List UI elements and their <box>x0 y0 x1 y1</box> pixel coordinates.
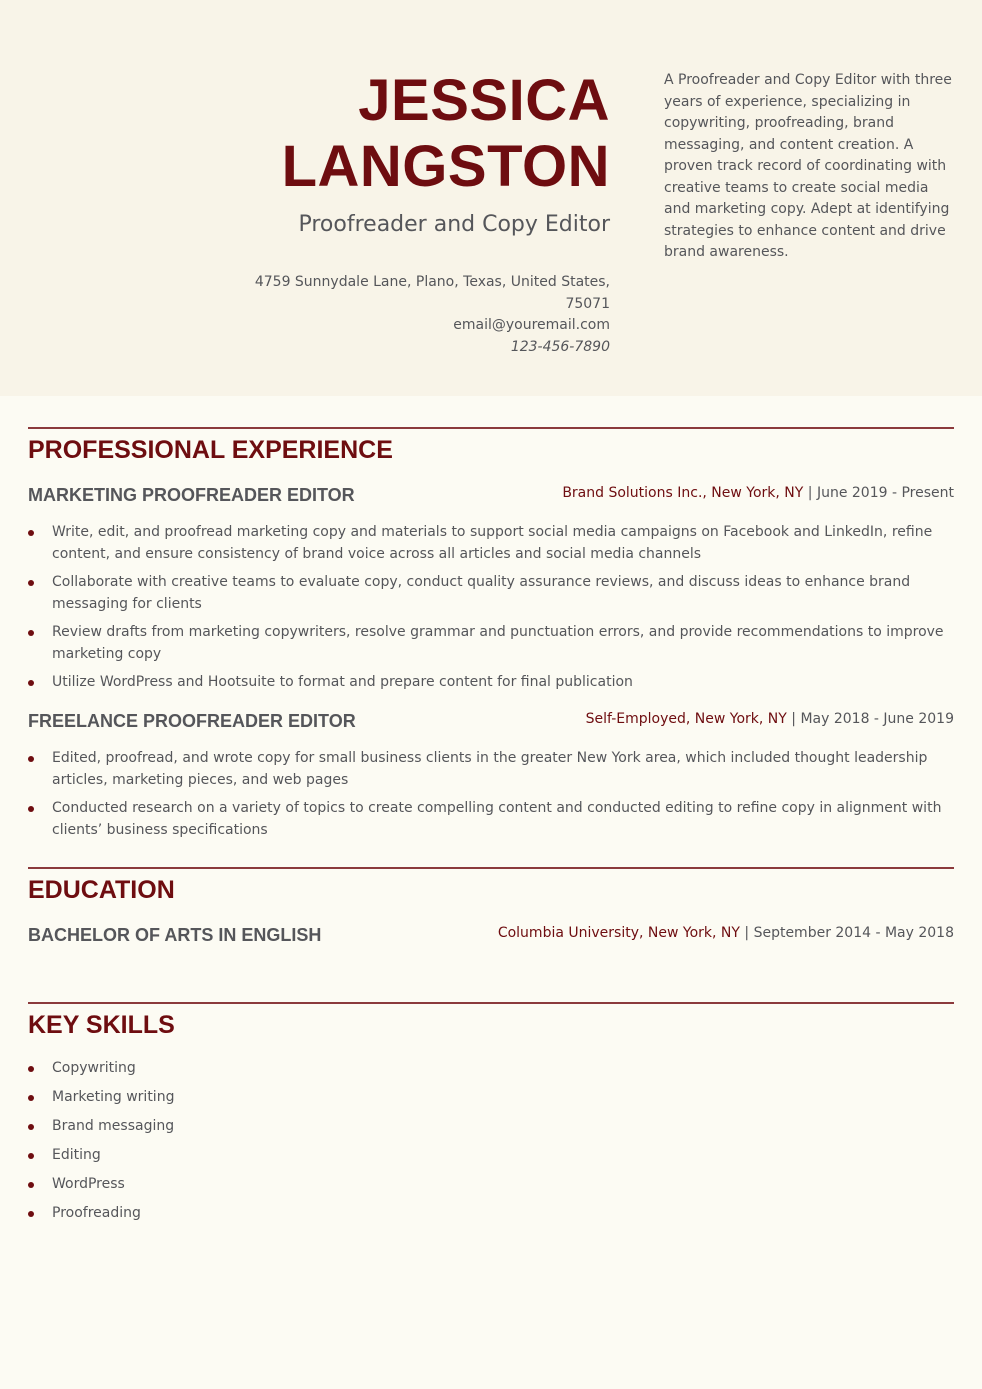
bullet-dot <box>28 1211 34 1217</box>
list-item: Utilize WordPress and Hootsuite to format and prepare content for final publication <box>28 671 954 693</box>
education-meta <box>498 925 954 941</box>
job-title: Proofreader and Copy Editor <box>298 212 610 237</box>
job-entry <box>28 709 954 841</box>
first-name: JESSICA <box>358 68 610 133</box>
skill-item: WordPress <box>28 1173 954 1195</box>
bullet-dot <box>28 630 34 636</box>
education-section <box>28 867 954 947</box>
bullet-dot <box>28 756 34 762</box>
education-entry <box>28 923 954 947</box>
section-divider <box>28 427 954 429</box>
contact-info <box>250 272 610 358</box>
address-line-1: 4759 Sunnydale Lane, Plano, Texas, United States, <box>254 274 610 290</box>
education-dates: September 2014 - May 2018 <box>753 925 954 941</box>
candidate-name <box>200 68 610 200</box>
section-title-experience: PROFESSIONAL EXPERIENCE <box>28 436 393 464</box>
section-title-skills: KEY SKILLS <box>28 1011 175 1039</box>
section-divider <box>28 867 954 869</box>
skill-item: Brand messaging <box>28 1115 954 1137</box>
job-dates: May 2018 - June 2019 <box>800 711 954 727</box>
job-bullets <box>28 521 954 693</box>
bullet-dot <box>28 1066 34 1072</box>
job-meta <box>562 485 954 501</box>
bullet-dot <box>28 580 34 586</box>
school-org: Columbia University, New York, NY <box>497 925 740 941</box>
skills-section <box>28 1002 954 1224</box>
meta-separator: | <box>786 711 801 727</box>
bullet-dot <box>28 530 34 536</box>
bullet-dot <box>28 1095 34 1101</box>
skill-item: Editing <box>28 1144 954 1166</box>
meta-separator: | <box>803 485 817 501</box>
list-item: Review drafts from marketing copywriters, resolve grammar and punctuation errors, and provide recommendations to improve marketing copy <box>28 621 954 665</box>
list-item: Write, edit, and proofread marketing copy and materials to support social media campaigns on Facebook and LinkedIn, refine content, and ensure consistency of brand voice across all articles and social media channels <box>28 521 954 565</box>
bullet-dot <box>28 806 34 812</box>
skill-item: Marketing writing <box>28 1086 954 1108</box>
list-item: Conducted research on a variety of topics to create compelling content and conducted editing to refine copy in alignment with clients’ business specifications <box>28 797 954 841</box>
section-divider <box>28 1002 954 1004</box>
job-title: FREELANCE PROOFREADER EDITOR <box>28 711 356 731</box>
bullet-dot <box>28 680 34 686</box>
phone: 123-456-7890 <box>510 338 610 355</box>
job-org: Self-Employed, New York, NY <box>585 711 787 727</box>
list-item: Edited, proofread, and wrote copy for small business clients in the greater New York area, which included thought leadership articles, marketing pieces, and web pages <box>28 747 954 791</box>
job-bullets <box>28 747 954 841</box>
last-name: LANGSTON <box>281 134 610 199</box>
job-org: Brand Solutions Inc., New York, NY <box>562 485 804 501</box>
experience-section <box>28 427 954 841</box>
skills-list <box>28 1057 954 1224</box>
bullet-dot <box>28 1153 34 1159</box>
job-meta <box>586 711 954 727</box>
skill-item: Copywriting <box>28 1057 954 1079</box>
degree-title: BACHELOR OF ARTS IN ENGLISH <box>28 925 322 945</box>
skill-item: Proofreading <box>28 1202 954 1224</box>
list-item: Collaborate with creative teams to evaluate copy, conduct quality assurance reviews, and discuss ideas to enhance brand messaging for clients <box>28 571 954 615</box>
professional-summary: A Proofreader and Copy Editor with three years of experience, specializing in copywriting, proofreading, brand messaging, and content creation. A proven track record of coordinating with creative teams to create social media and marketing copy. Adept at identifying strategies to enhance content and drive brand awareness. <box>664 72 952 260</box>
bullet-dot <box>28 1182 34 1188</box>
resume-header <box>0 0 982 396</box>
meta-separator: | <box>739 925 754 941</box>
job-title: MARKETING PROOFREADER EDITOR <box>28 485 355 505</box>
bullet-dot <box>28 1124 34 1130</box>
section-title-education: EDUCATION <box>28 876 175 904</box>
address-line-2: 75071 <box>565 295 610 312</box>
job-dates: June 2019 - Present <box>816 485 954 501</box>
email: email@youremail.com <box>453 317 610 333</box>
job-entry <box>28 483 954 693</box>
